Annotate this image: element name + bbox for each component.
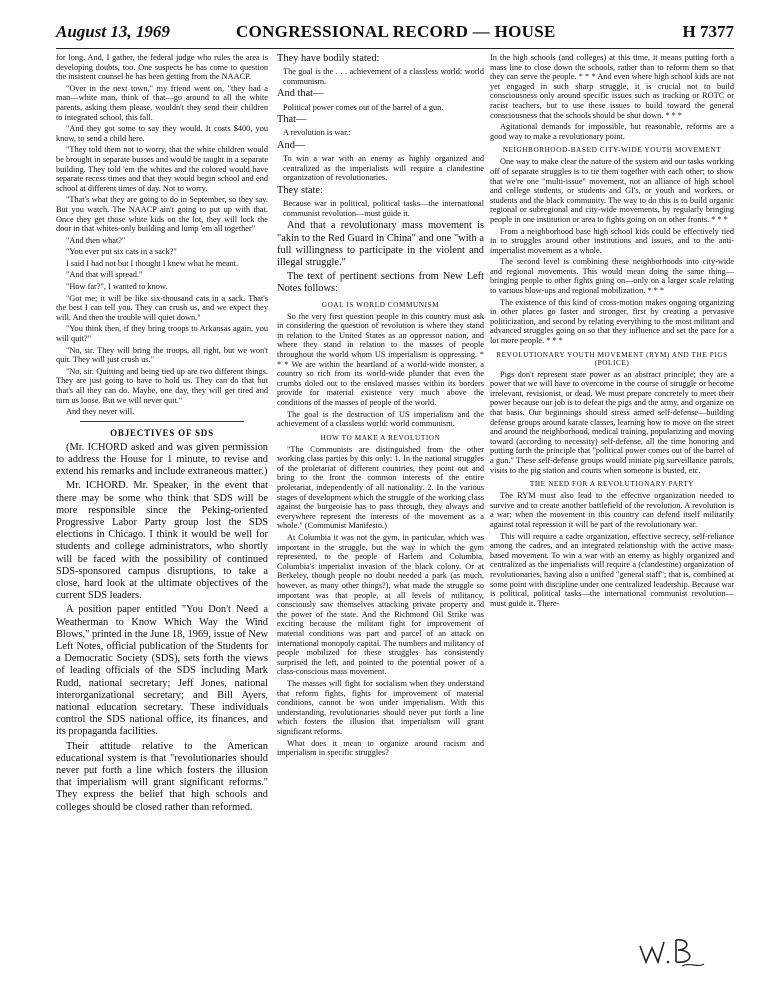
paragraph: "Got me; it will be like six-thousand cats in a sack. That's the best I can tell you. They can crush us, and we expect they will. And then the trouble will quiet down." [56, 293, 268, 322]
section-heading: OBJECTIVES OF SDS [110, 427, 214, 438]
subsection-heading: THE NEED FOR A REVOLUTIONARY PARTY [529, 480, 695, 489]
paragraph: "They told them not to worry, that the white children would be brought in separate busses and would be taught in a separate building. They told 'em the whites and the colored would have separate recess times and that they would begin school and end school at different times of day. Not to worry. [56, 145, 268, 193]
paragraph: for long. And, I gather, the federal judge who rules the area is developing doubts, too. One suspects he has come to question the insistent counsel he has been getting from the NAACP. [56, 53, 268, 82]
paragraph: This will require a cadre organization, effective secrecy, self-reliance among the cadres, and an integrated relationship with the active mass-based movement. To win a war with an enemy as highly organized and centralized as the imperialists will require a (clandestine) organization of revolutionaries, having also a unified "general staff"; that is, combined at some point with discipline under one centralized leadership. Because war is political, political tasks—the international communist revolution—must guide it. There- [490, 531, 734, 608]
column-3 [490, 53, 734, 953]
paragraph: At Columbia it was not the gym, in particular, which was important in the struggle, but the way in which the gym represented, to the people of Harlem and Columbia, Columbia's imperialist invasion of the black colony. Or at Berkeley, though people no doubt needed a park (as much, however, as many other things?), what made the struggle so important was that people, at all levels of militancy, consciously saw themselves attacking private property and the power of the state. And the Richmond Oil Strike was exciting because the militant fight for improvement of material conditions was part and parcel of an attack on international monopoly capital. The numbers and militancy of people mobilized for these struggles has consistently surprised the left, and pointed to the potential power of a class-conscious mass movement. [277, 533, 484, 677]
paragraph: "And then what?" [66, 235, 126, 245]
subsection-heading: GOAL IS WORLD COMMUNISM [321, 300, 440, 309]
header-title: CONGRESSIONAL RECORD — HOUSE [236, 22, 556, 41]
paragraph: "Over in the next town," my friend went on, "they had a man—white man, think of that—go around to all the white parents, asking them please, wouldn't they send their children to integrated school, this fall. [56, 83, 268, 122]
paragraph: The text of pertinent sections from New Left Notes follows: [277, 271, 484, 295]
paragraph: They state: [277, 184, 323, 196]
paragraph: A position paper entitled "You Don't Need a Weatherman to Know Which Way the Wind Blows," printed in the June 18, 1969, issue of New Left Notes, official publication of the Students for a Democratic Society (SDS), sets forth the views of leading officials of the SDS including Mark Rudd, national secretary; Jeff Jones, national interorganizational secretary; and Bill Ayers, national education secretary. These individuals control the SDS national office, its finances, and its propaganda facilities. [56, 604, 268, 738]
paragraph: "That's what they are going to do in September, so they say. But you watch. The NAACP ain't going to put up with that. Once they get those white kids on the lot, they will lock the door in that whites-only building and lump 'em all together" [56, 195, 268, 234]
paragraph: Mr. ICHORD. Mr. Speaker, in the event that there may be some who think that SDS will be more responsible since the Peking-oriented Progressive Labor Party group lost the SDS elections in Chicago. I think it would be well for students and college administrators, who shortly will be faced with the possibility of continued SDS-sponsored campus disruptions, to take a close, hard look at the ultimate objectives of the current SDS leaders. [56, 480, 268, 602]
paragraph: From a neighborhood base high school kids could be effectively tied in to struggles around other institutions and issues, and to the anti-imperialist movement as a whole. [490, 226, 734, 255]
paragraph: "And they got some to say they would. It costs $400, you know, to send a child here. [56, 124, 268, 143]
quote: Because war in political, political tasks—the international communist revolution—must guide it. [283, 199, 484, 218]
paragraph: And that a revolutionary mass movement is "akin to the Red Guard in China" and one "with a full willingness to participate in the violent and illegal struggle." [277, 220, 484, 268]
paragraph: "And that will spread." [66, 270, 143, 280]
paragraph: Agitational demands for impossible, but reasonable, reforms are a good way to make a revolutionary point. [490, 122, 734, 141]
paragraph: "The Communists are distinguished from the other working class parties by this only: 1. In the national struggles of the proletariat of different countries, they point out and bring to the front the common interests of the entire proletariat, independently of all nationality. 2. In the various stages of development which the struggle of the working class against the burgeoisie has to pass through, they always and everywhere represent the interests of the movement as a whole." (Communist Manifesto.) [277, 444, 484, 531]
paragraph: (Mr. ICHORD asked and was given permission to address the House for 1 minute, to revise and extend his remarks and include extraneous matter.) [56, 441, 268, 478]
paragraph: "How far?", I wanted to know. [66, 282, 168, 292]
paragraph: And that— [277, 88, 324, 100]
column-1 [56, 53, 268, 953]
column-2 [277, 53, 484, 953]
paragraph: "No, sir. Quitting and being tied up are two different things. They are just going to have to hold us. They can do that but that's all they can do. Maybe, one day, they will get tired and turn us loose. But we will never quit." [56, 366, 268, 405]
paragraph: They have bodily stated: [277, 53, 380, 64]
paragraph: The second level is combining these neighborhoods into city-wide and regional movements. This would mean doing the same thing—bringing people to other fights going on—only on a larger scale relating to various blow-ups and regional mobilization. * * * [490, 257, 734, 296]
header-page-number: H 7377 [682, 22, 734, 41]
paragraph: The RYM must also lead to the effective organization needed to survive and to create another battlefield of the revolution. A revolution is a war; when the movement in this country can defend itself militarily against total repression it will be part of the revolutionary war. [490, 491, 734, 529]
quote: A revolution is war.: [283, 128, 351, 138]
paragraph: That— [277, 114, 307, 126]
header-rule [56, 48, 734, 49]
paragraph: One way to make clear the nature of the system and our tasks working off of separate struggles is to tie them together with each other; to show that we're one "multi-issue" movement, not an alliance of high school and college students, or students and GI's, or youth and workers, or students and the black community. The way to do this is to build organic regional or subregional and city-wide movements, by regularly bringing people in one institution or area to fights going on on other fronts. * * * [490, 157, 734, 224]
section-divider [80, 421, 244, 422]
paragraph: "You think then, if they bring troops to Arkansas again, you will quit?" [56, 324, 268, 344]
quote: The goal is the . . . achievement of a classless world: world communism. [283, 67, 484, 86]
paragraph: In the high schools (and colleges) at this time, it means putting forth a mass line to close down the schools, rather than to reform them so that they can serve the people. * * * And even where high school kids are not yet engaged in such sharp struggle, it is crucial not to build consciousness only around specific issues such as tracking or ROTC or racist teachers, but to use these issues to build toward the general consciousness that the schools should be shut down. * * * [490, 53, 734, 120]
paragraph: The existence of this kind of cross-motion makes ongoing organizing in other places go faster and stronger, first by creating a pervasive politicization, and second by relating everything to the most militant and advanced struggles going on so that they influence and set the pace for a lot more people. * * * [490, 297, 734, 346]
paragraph: What does it mean to organize around racism and imperialism in specific struggles? [277, 738, 484, 758]
subsection-heading: REVOLUTIONARY YOUTH MOVEMENT (RYM) AND THE PIGS (POLICE) [496, 350, 728, 367]
handwritten-initials [636, 932, 706, 972]
paragraph: The masses will fight for socialism when they understand that reform fights, fights for improvement of material conditions, cannot be won under imperialism. With this understanding, revolutionaries should never put forth a line which fosters the illusion that imperialism will grant significant reforms. [277, 678, 484, 736]
quote: Political power comes out of the barrel of a gun. [283, 102, 444, 112]
paragraph: "No, sir. They will bring the troops, all right, but we won't quit. They will just crush us." [56, 345, 268, 365]
paragraph: Their attitude relative to the American educational system is that "revolutionaries should never put forth a line which fosters the illusion that imperialism will grant significant reforms." They express the belief that high schools and colleges should be closed rather than reformed. [56, 740, 268, 813]
paragraph: "You ever put six cats in a sack?" [66, 247, 177, 257]
subsection-heading: NEIGHBORHOOD-BASED CITY-WIDE YOUTH MOVEMENT [502, 146, 722, 155]
quote: To win a war with an enemy as highly organized and centralized as the imperialists will require a clandestine organization of revolutionaries. [283, 154, 484, 183]
paragraph: Pigs don't represent state power as an abstract principle; they are a power that we will have to overcome in the course of struggle or become irrelevant, revisionist, or dead. We must prepare concretely to meet their power because our job is to defeat the pigs and the army, and organize on that basis. Our beginnings should stress armed self-defense—building defense groups around karate classes, learning how to move on the street and around the neighborhood, medical training, popularizing and moving toward (according to necessity) self-defense, all the time honoring and putting forth the principle that "political power comes out of the barrel of a gun." These self-defense groups would initiate pig surveillance patrols, visits to the pig station and courts when someone is busted, etc. [490, 369, 734, 475]
paragraph: So the very first question people in this country must ask in considering the question of revolution is where they stand in relation to the United States as an oppressor nation, and where they stand in relation to the masses of people throughout the world whom US imperialism is oppressing. * * * We are within the heartland of a world-wide monster, a country so rich from its world-wide plunder that even the crumbs doled out to the enslaved masses within its borders provide for material existence very much above the conditions of the masses of people of the world. [277, 311, 484, 407]
paragraph: The goal is the destruction of US imperialism and the achievement of a classless world: world communism. [277, 409, 484, 429]
page-header [56, 22, 734, 46]
paragraph: And they never will. [66, 407, 135, 417]
paragraph: And— [277, 139, 306, 151]
subsection-heading: HOW TO MAKE A REVOLUTION [320, 433, 441, 442]
header-date: August 13, 1969 [56, 22, 170, 41]
paragraph: I said I had not but I thought I knew what he meant. [66, 258, 239, 268]
